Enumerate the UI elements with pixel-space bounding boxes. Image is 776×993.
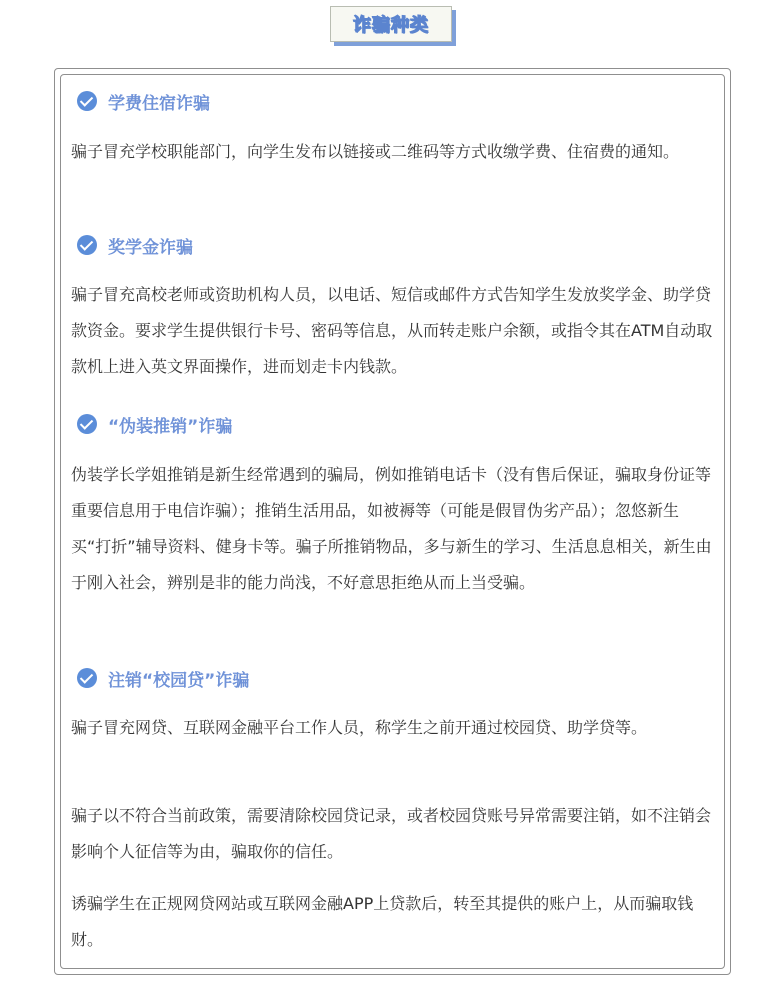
check-circle-icon (77, 668, 97, 688)
paragraph: 诱骗学生在正规网贷网站或互联网金融APP上贷款后，转至其提供的账户上，从而骗取钱财。 (71, 894, 694, 949)
paragraph: 伪装学长学姐推销是新生经常遇到的骗局，例如推销电话卡（没有售后保证，骗取身份证等重要信息用于电信诈骗）；推销生活用品，如被褥等（可能是假冒伪劣产品）；忽悠新生买“打折”辅导资料、健身卡等。骗子所推销物品，多与新生的学习、生活息息相关，新生由于刚入社会，辨别是非的能力尚浅，不好意思拒绝从而上当受骗。 (71, 465, 712, 592)
section-heading-tuition (77, 89, 210, 113)
page-title: 诈骗种类 (353, 15, 429, 36)
section-heading-text: “伪装推销”诈骗 (108, 416, 233, 437)
check-circle-icon (77, 414, 97, 434)
section-heading-campus-loan (77, 666, 249, 690)
check-circle-icon (77, 91, 97, 111)
paragraph: 骗子冒充网贷、互联网金融平台工作人员，称学生之前开通过校园贷、助学贷等。 (71, 718, 648, 737)
paragraph: 骗子冒充学校职能部门，向学生发布以链接或二维码等方式收缴学费、住宿费的通知。 (71, 142, 680, 161)
section-heading-text: 学费住宿诈骗 (108, 93, 210, 114)
paragraph: 骗子以不符合当前政策，需要清除校园贷记录，或者校园贷账号异常需要注销，如不注销会影响个人征信等为由，骗取你的信任。 (71, 806, 712, 861)
title-badge (330, 6, 452, 42)
paragraph: 骗子冒充高校老师或资助机构人员，以电话、短信或邮件方式告知学生发放奖学金、助学贷款资金。要求学生提供银行卡号、密码等信息，从而转走账户余额，或指令其在ATM自动取款机上进入英文界面操作，进而划走卡内钱款。 (71, 285, 713, 376)
section-heading-fake-sales (77, 412, 232, 436)
section-heading-scholarship (77, 233, 193, 257)
check-circle-icon (77, 235, 97, 255)
section-heading-text: 奖学金诈骗 (108, 237, 193, 258)
section-heading-text: 注销“校园贷”诈骗 (108, 670, 250, 691)
